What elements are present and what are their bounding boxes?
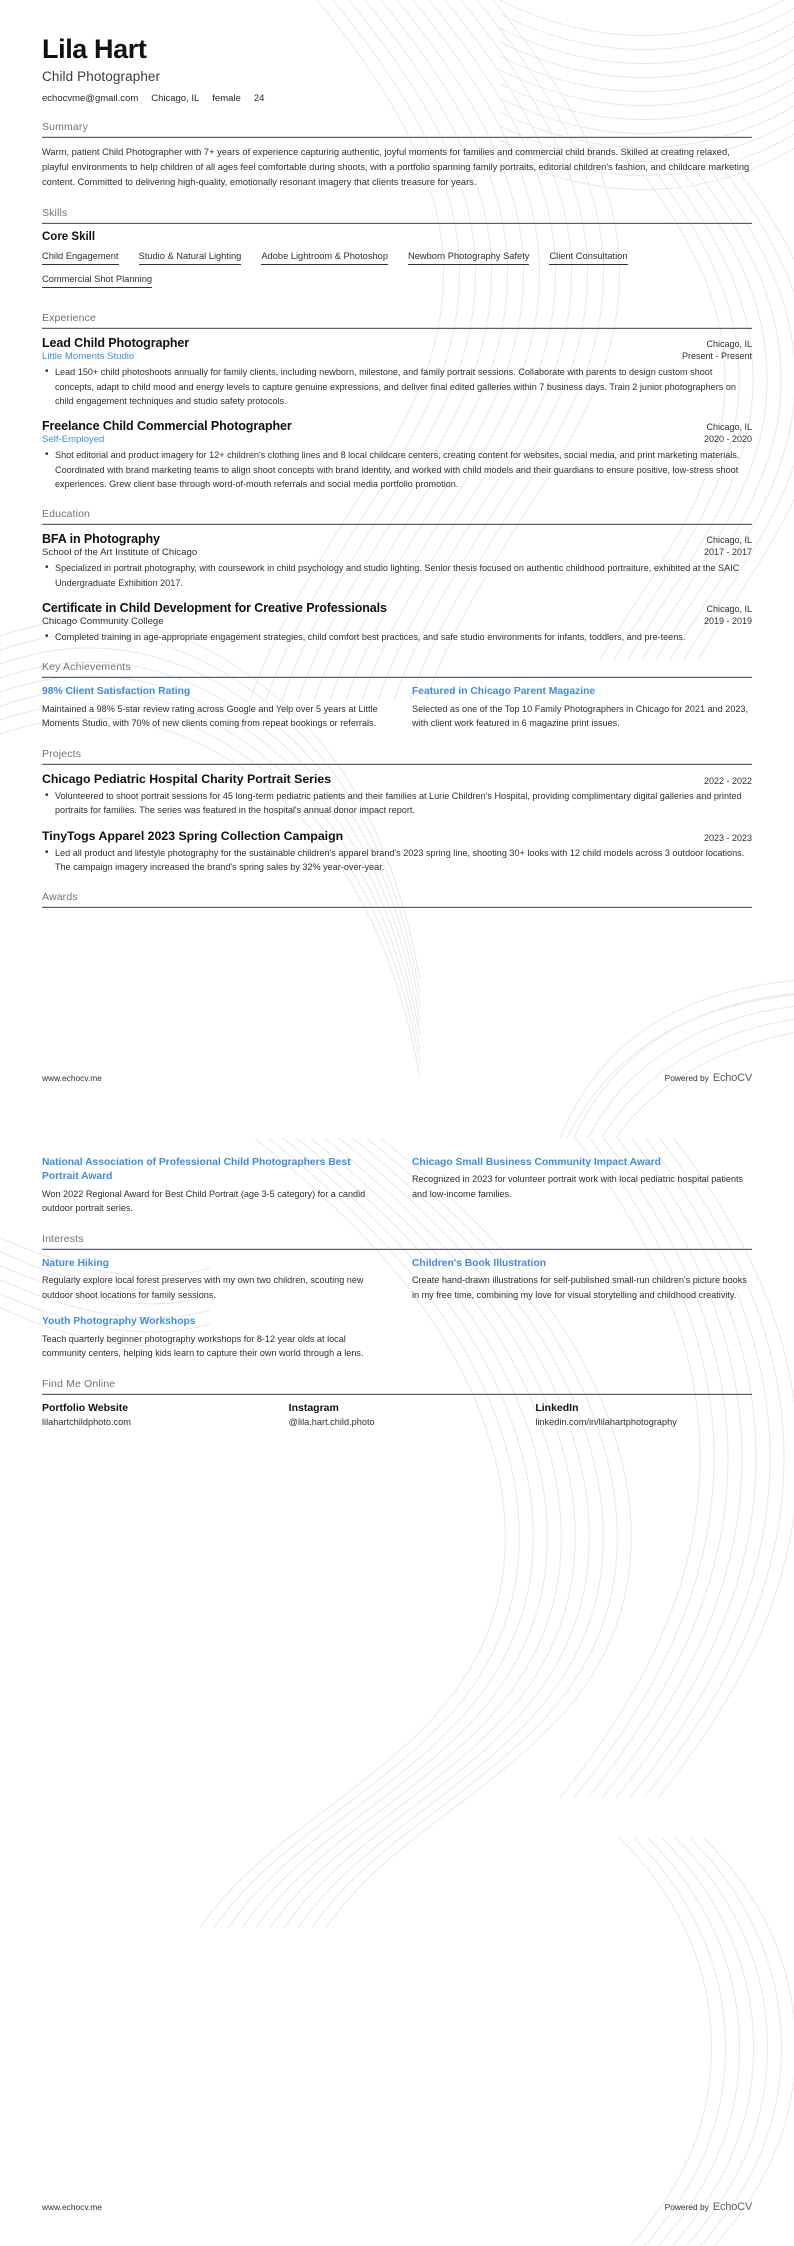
bullet-item: • Volunteered to shoot portrait sessions for 45 long-term pediatric patients and their families at Lurie Children's Hospital, providing complimentary digital galleries and printed portraits for families. The series was featured in the hospital's annual donor impact report. xyxy=(55,789,752,818)
online-link-item xyxy=(535,1402,752,1427)
online-link-value[interactable]: linkedin.com/in/lilahartphotography xyxy=(535,1416,677,1427)
project-dates: 2023 - 2023 xyxy=(703,832,752,843)
powered-by-label: Powered by xyxy=(664,2202,709,2212)
interest-card xyxy=(42,1257,382,1303)
online-link-label: Instagram xyxy=(288,1401,339,1414)
education-degree: Certificate in Child Development for Creative Professionals xyxy=(42,601,387,616)
interest-card xyxy=(42,1315,382,1361)
page-footer xyxy=(42,2201,752,2213)
section-heading-find-me-online: Find Me Online xyxy=(42,1378,752,1394)
powered-by-label: Powered by xyxy=(664,1073,709,1083)
experience-title: Lead Child Photographer xyxy=(42,336,190,351)
experience-dates: Present - Present xyxy=(681,351,752,362)
award-card xyxy=(412,1156,752,1202)
section-skills xyxy=(42,207,752,295)
education-entry xyxy=(42,601,752,644)
interest-description: Regularly explore local forest preserves with my own two children, scouting new outdoor shoot locations for family sessions. xyxy=(42,1275,364,1300)
section-heading-skills: Skills xyxy=(42,207,752,223)
award-title: Chicago Small Business Community Impact Award xyxy=(412,1157,661,1168)
online-link-value[interactable]: @lila.hart.child.photo xyxy=(288,1416,375,1427)
experience-organization: Little Moments Studio xyxy=(42,351,135,363)
education-location: Chicago, IL xyxy=(706,535,752,546)
footer-site-url[interactable]: www.echocv.me xyxy=(42,1073,102,1083)
skill-chip: Child Engagement xyxy=(42,249,119,265)
interest-card xyxy=(412,1257,752,1303)
section-awards-body xyxy=(42,1156,752,1216)
section-heading-education: Education xyxy=(42,508,752,524)
skill-chip: Commercial Shot Planning xyxy=(42,272,152,288)
education-bullet-list xyxy=(42,630,752,644)
echocv-brand-logo: EchoCV xyxy=(712,1072,752,1084)
section-divider xyxy=(42,907,752,908)
experience-title: Freelance Child Commercial Photographer xyxy=(42,419,292,434)
page-footer xyxy=(42,1072,752,1084)
section-heading-summary: Summary xyxy=(42,121,752,137)
skill-chip-list xyxy=(42,249,752,295)
summary-text: Warm, patient Child Photographer with 7+ years of experience capturing authentic, joyful moments for families and commercial child brands. Skilled at creating relaxed, playful environments to help children of all ages feel comfortable during shoots, with a portfolio spanning family portraits, editorial children's fashion, and childcare marketing content. Committed to delivering high-quality, emotionally resonant imagery that clients treasure for years. xyxy=(42,147,750,188)
education-institution: School of the Art Institute of Chicago xyxy=(42,547,198,559)
contact-location: Chicago, IL xyxy=(151,93,200,105)
section-find-me-online xyxy=(42,1378,752,1427)
experience-location: Chicago, IL xyxy=(706,422,752,433)
education-dates: 2019 - 2019 xyxy=(703,616,752,627)
powered-by xyxy=(665,1072,752,1084)
section-heading-interests: Interests xyxy=(42,1233,752,1249)
skill-chip: Newborn Photography Safety xyxy=(408,249,529,265)
page-title: Lila Hart xyxy=(42,34,147,64)
achievement-title: 98% Client Satisfaction Rating xyxy=(42,686,191,698)
project-entry xyxy=(42,772,752,818)
award-card xyxy=(42,1156,382,1216)
powered-by xyxy=(665,2201,752,2213)
project-bullet-list xyxy=(42,789,752,818)
section-interests xyxy=(42,1233,752,1361)
experience-entry xyxy=(42,336,752,408)
interest-title: Youth Photography Workshops xyxy=(42,1316,196,1328)
skill-chip: Adobe Lightroom & Photoshop xyxy=(261,249,388,265)
project-entry xyxy=(42,829,752,875)
job-role-subtitle: Child Photographer xyxy=(42,69,161,85)
online-link-value[interactable]: lilahartchildphoto.com xyxy=(42,1416,131,1427)
online-link-item xyxy=(42,1402,259,1427)
experience-location: Chicago, IL xyxy=(706,339,752,350)
contact-info-row xyxy=(42,93,752,104)
education-dates: 2017 - 2017 xyxy=(703,547,752,558)
achievement-card xyxy=(42,685,382,731)
contact-gender: female xyxy=(212,93,241,105)
award-title: National Association of Professional Child Photographers Best Portrait Award xyxy=(42,1157,351,1183)
education-degree: BFA in Photography xyxy=(42,532,160,547)
section-projects xyxy=(42,748,752,874)
education-location: Chicago, IL xyxy=(706,604,752,615)
online-link-label: LinkedIn xyxy=(535,1401,579,1414)
bullet-item: • Completed training in age-appropriate engagement strategies, child comfort best practices, and safe studio environments for infants, toddlers, and pre-teens. xyxy=(55,630,752,644)
project-title: TinyTogs Apparel 2023 Spring Collection Campaign xyxy=(42,828,344,843)
award-description: Recognized in 2023 for volunteer portrait work with local pediatric hospital patients and low-income families. xyxy=(412,1174,744,1199)
interest-title: Nature Hiking xyxy=(42,1257,109,1269)
experience-bullet-list xyxy=(42,365,752,408)
skill-group-label: Core Skill xyxy=(42,231,96,244)
interest-description: Teach quarterly beginner photography workshops for 8-12 year olds at local community centers, helping kids learn to capture their own world through a lens. xyxy=(42,1333,364,1359)
experience-entry xyxy=(42,419,752,491)
project-title: Chicago Pediatric Hospital Charity Portrait Series xyxy=(42,771,332,786)
skill-chip: Studio & Natural Lighting xyxy=(139,249,242,265)
online-link-label: Portfolio Website xyxy=(42,1401,129,1414)
online-link-item xyxy=(289,1402,506,1427)
bullet-item: • Led all product and lifestyle photography for the sustainable children's apparel brand's 2023 spring line, shooting 30+ looks with 12 child models across 3 outdoor locations. The campaign imagery increased the brand's spring sales by 32% year-over-year. xyxy=(55,846,752,875)
contact-email: echocvme@gmail.com xyxy=(42,93,139,105)
section-experience xyxy=(42,312,752,491)
resume-page-2 xyxy=(0,1138,794,2246)
project-bullet-list xyxy=(42,846,752,875)
footer-site-url[interactable]: www.echocv.me xyxy=(42,2202,102,2212)
echocv-brand-logo: EchoCV xyxy=(712,2201,752,2213)
section-awards-heading xyxy=(42,891,752,908)
bullet-item: • Specialized in portrait photography, with coursework in child psychology and studio lighting. Senior thesis focused on authentic childhood portraiture, exhibited at the SAIC Undergraduate Exhibition 2017. xyxy=(55,561,752,590)
experience-bullet-list xyxy=(42,448,752,491)
section-summary xyxy=(42,121,752,190)
education-institution: Chicago Community College xyxy=(42,616,164,628)
resume-header xyxy=(42,0,752,104)
bullet-item: • Shot editorial and product imagery for 12+ children's clothing lines and 8 local childcare centers, creating content for websites, social media, and print marketing materials. Coordinated with brand marketing teams to align shoot concepts with brand identity, and worked with child models and their guardians to ensure positive, low-stress shoot experiences. Grew client base through word-of-mouth referrals and social media portfolio promotion. xyxy=(55,448,752,491)
section-heading-awards: Awards xyxy=(42,891,752,907)
achievement-card xyxy=(412,685,752,731)
section-heading-experience: Experience xyxy=(42,312,752,328)
interest-title: Children's Book Illustration xyxy=(412,1257,547,1269)
achievement-description: Maintained a 98% 5-star review rating across Google and Yelp over 5 years at Little Moments Studio, with 70% of new clients coming from repeat bookings or referrals. xyxy=(42,703,378,729)
skill-chip: Client Consultation xyxy=(549,249,627,265)
project-dates: 2022 - 2022 xyxy=(703,775,752,786)
achievement-title: Featured in Chicago Parent Magazine xyxy=(412,686,596,698)
education-entry xyxy=(42,532,752,590)
contact-age: 24 xyxy=(253,93,265,105)
section-education xyxy=(42,508,752,644)
section-heading-projects: Projects xyxy=(42,748,752,764)
experience-organization: Self-Employed xyxy=(42,434,105,446)
achievement-description: Selected as one of the Top 10 Family Photographers in Chicago for 2021 and 2023, with client work featured in 6 magazine print issues. xyxy=(412,703,749,729)
interest-description: Create hand-drawn illustrations for self-published small-run children's picture books in my free time, combining my love for visual storytelling and childhood creativity. xyxy=(412,1275,747,1300)
experience-dates: 2020 - 2020 xyxy=(703,434,752,445)
award-description: Won 2022 Regional Award for Best Child Portrait (age 3-5 category) for a candid outdoor portrait series. xyxy=(42,1188,366,1214)
section-key-achievements xyxy=(42,661,752,731)
bullet-item: • Lead 150+ child photoshoots annually for family clients, including newborn, milestone, and family portrait sessions. Collaborate with parents to design custom shoot concepts, adapt to child mood and energy levels to capture genuine expressions, and deliver final edited galleries within 7 business days. Train 2 junior photographers on child engagement techniques and studio safety protocols. xyxy=(55,365,752,408)
section-heading-key-achievements: Key Achievements xyxy=(42,661,752,677)
education-bullet-list xyxy=(42,561,752,590)
